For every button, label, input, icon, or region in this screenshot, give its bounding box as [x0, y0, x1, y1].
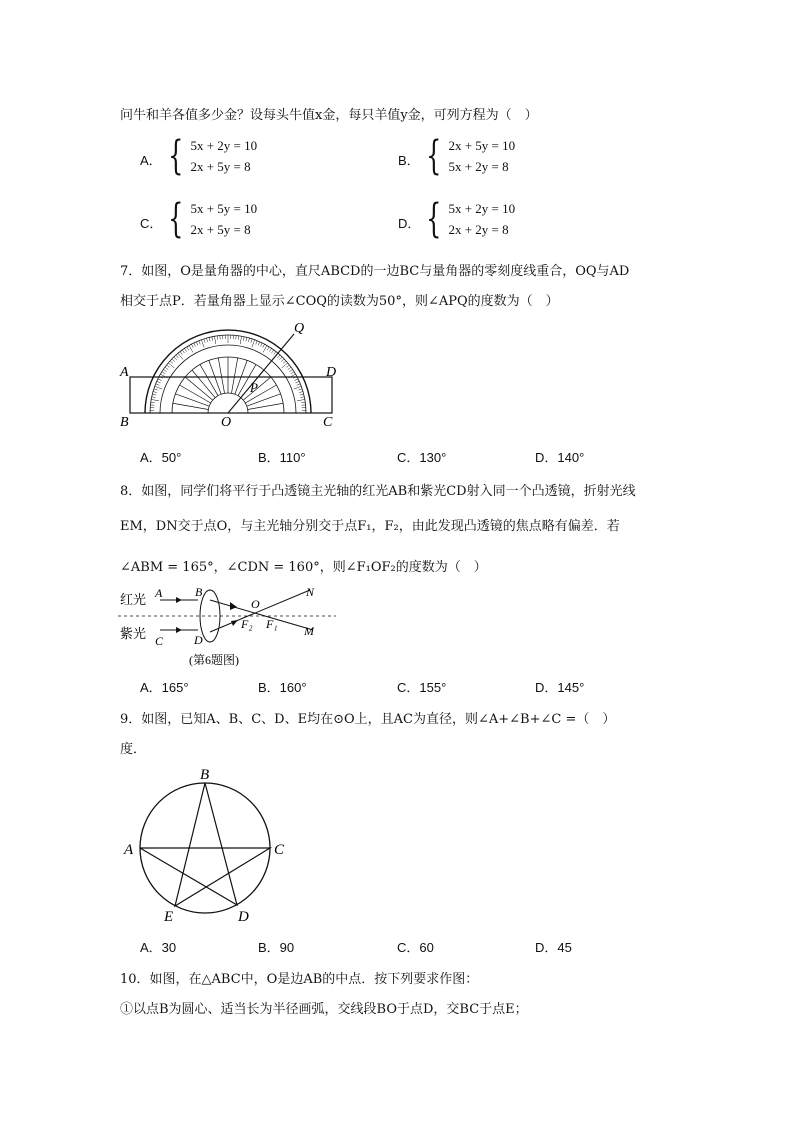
- protractor-tick: [301, 402, 305, 403]
- protractor-tick: [291, 372, 294, 374]
- protractor-tick: [180, 352, 182, 355]
- protractor-tick: [289, 369, 292, 371]
- brace-icon: {: [426, 133, 442, 179]
- protractor-tick: [158, 379, 162, 381]
- q9-option-b: B．90: [258, 940, 295, 955]
- protractor-tick: [271, 350, 273, 353]
- q7-option-c: C．130°: [397, 450, 447, 465]
- protractor-tick: [297, 399, 305, 400]
- q10-line2: ①以点B为圆心、适当长为半径画弧，交线段BO于点D，交BC于点E；: [120, 1002, 528, 1017]
- q6-c-eq2: 2x + 5y = 8: [190, 222, 251, 237]
- protractor-tick: [187, 347, 189, 350]
- label-f2: F₂: [241, 617, 253, 631]
- protractor-ray: [200, 365, 218, 396]
- protractor-tick: [238, 336, 239, 340]
- protractor-tick: [176, 355, 179, 358]
- ray-dn: [210, 590, 310, 632]
- q8-option-a: A．165°: [140, 680, 189, 695]
- protractor-tick: [214, 336, 215, 344]
- protractor-tick: [172, 359, 175, 362]
- q6-option-c-system: [163, 198, 257, 240]
- protractor-tick: [297, 384, 301, 385]
- q8-line3: ∠ABM = 165°，∠CDN = 160°，则∠F₁OF₂的度数为（ ）: [120, 560, 487, 575]
- protractor-tick: [201, 340, 204, 348]
- protractor-tick: [165, 367, 168, 369]
- label-d: D: [326, 365, 337, 380]
- q9-option-a: A．30: [140, 940, 177, 955]
- q6-option-d-label: D．: [398, 216, 421, 231]
- protractor-tick: [248, 338, 249, 342]
- protractor-tick: [154, 389, 158, 390]
- protractor-tick: [174, 357, 177, 360]
- arrow-icon: [231, 620, 238, 626]
- protractor-tick: [283, 361, 286, 364]
- protractor-tick: [300, 394, 304, 395]
- protractor-tick: [167, 365, 170, 367]
- label-e: E: [164, 909, 174, 925]
- figure-caption: (第6题图): [189, 653, 239, 667]
- q6-c-eq1: 5x + 5y = 10: [190, 201, 258, 216]
- protractor-tick: [204, 339, 205, 343]
- protractor-tick: [207, 338, 208, 342]
- q6-option-a-label: A．: [140, 153, 162, 168]
- label-c: C: [323, 415, 333, 430]
- protractor-tick: [209, 337, 210, 341]
- q6-option-b-system: [421, 135, 515, 177]
- q8-option-b: B．160°: [258, 680, 307, 695]
- label-c: C: [274, 842, 285, 858]
- q7-line1: 7．如图，O是量角器的中心，直尺ABCD的一边BC与量角器的零刻度线重合，OQ与AD: [120, 264, 630, 279]
- label-a: A: [124, 842, 134, 858]
- q6-a-eq2: 2x + 5y = 8: [190, 159, 251, 174]
- lens-figure: [118, 580, 338, 672]
- label-red-light: 红光: [120, 592, 147, 607]
- q9-option-c: C．60: [397, 940, 434, 955]
- label-o: O: [221, 415, 232, 430]
- protractor-tick: [153, 392, 157, 393]
- protractor-tick: [184, 348, 186, 351]
- protractor-ray: [192, 370, 215, 398]
- q10-line1: 10．如图，在△ABC中，O是边AB的中点．按下列要求作图：: [120, 972, 479, 987]
- label-n: N: [306, 585, 315, 599]
- protractor-tick: [156, 384, 160, 385]
- brace-icon: {: [168, 133, 184, 179]
- label-p: P: [250, 380, 258, 395]
- protractor-tick: [163, 369, 166, 371]
- protractor-tick: [252, 340, 255, 348]
- protractor-tick: [278, 355, 281, 358]
- protractor-tick: [157, 381, 161, 383]
- protractor-tick: [182, 350, 184, 353]
- q6-option-a-system: [163, 135, 257, 177]
- protractor-tick: [191, 344, 193, 348]
- protractor-tick: [217, 336, 218, 340]
- q6-d-eq1: 5x + 2y = 10: [448, 201, 516, 216]
- protractor-tick: [296, 381, 300, 383]
- label-b: B: [120, 415, 129, 430]
- protractor-tick: [196, 342, 198, 346]
- protractor-tick: [269, 348, 271, 351]
- label-d: D: [194, 633, 203, 647]
- label-b: B: [195, 585, 203, 599]
- protractor-tick: [258, 342, 260, 346]
- protractor-tick: [298, 389, 302, 390]
- protractor-tick: [300, 397, 304, 398]
- protractor-tick: [240, 336, 241, 344]
- protractor-tick: [155, 386, 163, 389]
- protractor-tick: [194, 343, 196, 347]
- protractor-tick: [295, 379, 299, 381]
- brace-icon: {: [168, 196, 184, 242]
- label-d: D: [238, 909, 249, 925]
- protractor-figure: [110, 318, 350, 430]
- protractor-tick: [286, 365, 289, 367]
- protractor-tick: [256, 341, 257, 345]
- protractor-tick: [260, 343, 262, 347]
- protractor-tick: [281, 359, 284, 362]
- q7-line2: 相交于点P．若量角器上显示∠COQ的读数为50°，则∠APQ的度数为（ ）: [120, 294, 559, 309]
- q8-option-c: C．155°: [397, 680, 447, 695]
- protractor-ray: [180, 385, 211, 403]
- protractor-tick: [162, 372, 165, 374]
- q9-line2: 度．: [120, 742, 147, 757]
- protractor-rays: [173, 357, 283, 410]
- protractor-tick: [251, 339, 252, 343]
- protractor-tick: [170, 361, 173, 364]
- q9-option-d: D．45: [535, 940, 572, 955]
- label-a: A: [155, 586, 163, 600]
- protractor-tick: [212, 337, 213, 341]
- arrow-icon: [176, 597, 182, 603]
- q8-line1: 8．如图，同学们将平行于凸透镜主光轴的红光AB和紫光CD射入同一个凸透镜，折射光线: [120, 484, 636, 499]
- label-purple-light: 紫光: [120, 626, 147, 641]
- protractor-tick: [152, 394, 156, 395]
- label-c: C: [155, 634, 164, 648]
- protractor-ray: [185, 377, 213, 400]
- label-a: A: [120, 365, 129, 380]
- q6-option-d-system: [421, 198, 515, 240]
- label-o: O: [251, 597, 260, 611]
- q8-line2: EM，DN交于点O，与主光轴分别交于点F₁，F₂，由此发现凸透镜的焦点略有偏差．若: [120, 519, 620, 534]
- q6-stem: 问牛和羊各值多少金？设每头牛值x金，每只羊值y金，可列方程为（ ）: [120, 108, 538, 123]
- protractor-tick: [243, 337, 244, 341]
- q8-option-d: D．145°: [535, 680, 585, 695]
- label-b: B: [200, 767, 210, 783]
- q6-option-c-label: C．: [140, 216, 163, 231]
- protractor-tick: [274, 352, 276, 355]
- protractor-tick: [151, 402, 155, 403]
- q7-option-a: A．50°: [140, 450, 182, 465]
- circle-star-figure: [118, 762, 298, 927]
- protractor-tick: [294, 386, 302, 389]
- q6-b-eq1: 2x + 5y = 10: [448, 138, 516, 153]
- protractor-tick: [152, 397, 156, 398]
- q9-line1: 9．如图，已知A、B、C、D、E均在⊙O上，且AC为直径，则∠A+∠B+∠C =（ ）: [120, 712, 616, 727]
- label-m: M: [304, 624, 314, 638]
- arrow-icon: [230, 602, 237, 610]
- q7-option-d: D．140°: [535, 450, 585, 465]
- q6-option-b-label: B．: [398, 153, 420, 168]
- protractor-tick: [288, 367, 291, 369]
- q6-d-eq2: 2x + 2y = 8: [448, 222, 509, 237]
- q7-option-b: B．110°: [258, 450, 306, 465]
- label-f1: F₁: [266, 617, 278, 631]
- protractor-tick: [246, 337, 247, 341]
- protractor-tick: [299, 392, 303, 393]
- protractor-tick: [151, 399, 159, 400]
- arrow-icon: [176, 627, 182, 633]
- protractor-tick: [263, 344, 265, 348]
- q6-a-eq1: 5x + 2y = 10: [190, 138, 258, 153]
- protractor-tick: [267, 347, 269, 350]
- protractor-tick: [199, 341, 200, 345]
- q6-b-eq2: 5x + 2y = 8: [448, 159, 509, 174]
- protractor-tick: [279, 357, 282, 360]
- label-q: Q: [294, 321, 305, 336]
- brace-icon: {: [426, 196, 442, 242]
